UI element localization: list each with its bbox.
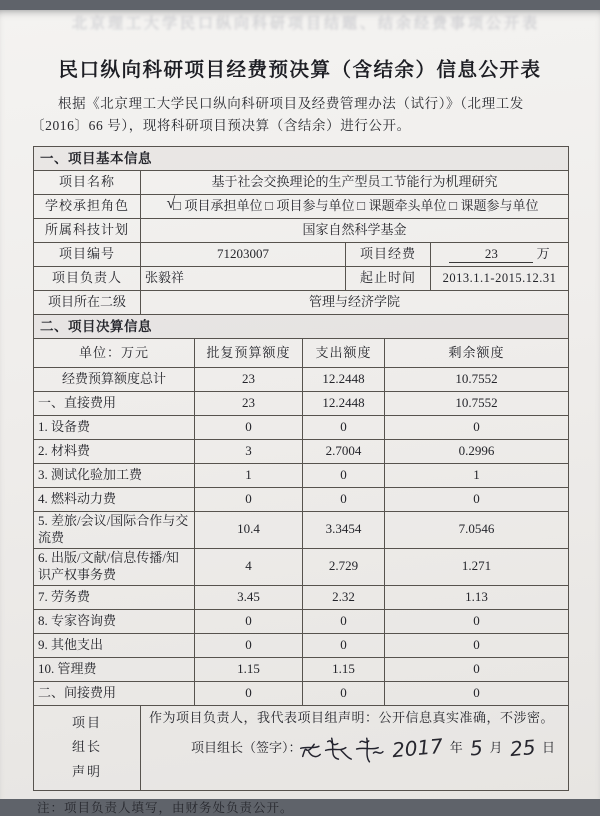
- remaining-cell: 0: [385, 681, 569, 705]
- row-label: 7. 劳务费: [34, 585, 195, 609]
- row-label: 6. 出版/文献/信息传播/知识产权事务费: [34, 548, 195, 585]
- col-approved-header: 批复预算额度: [195, 339, 303, 368]
- role-option-undertaker: [170, 198, 262, 213]
- leader-label: 项目负责人: [34, 267, 141, 291]
- spent-cell: 0: [303, 609, 385, 633]
- role-option-participant: [262, 198, 354, 213]
- col-remaining-header: 剩余额度: [385, 339, 569, 368]
- spent-cell: 0: [303, 416, 385, 440]
- remaining-cell: 0: [385, 416, 569, 440]
- row-label: 10. 管理费: [34, 657, 195, 681]
- role-row: [34, 195, 569, 219]
- date-year-handwritten: 2017: [390, 734, 444, 763]
- signature-row: [149, 734, 560, 762]
- row-label: 4. 燃料动力费: [34, 488, 195, 512]
- declaration-label-line: 声明: [71, 763, 102, 779]
- intro-paragraph: 根据《北京理工大学民口纵向科研项目及经费管理办法（试行）》（北理工发〔2016〕66 号），现将科研项目预决算（含结余）进行公开。: [31, 96, 524, 133]
- budget-row-direct: [34, 392, 569, 416]
- school-row: [34, 291, 569, 315]
- approved-cell: 0: [195, 609, 303, 633]
- checkbox-icon: [262, 198, 275, 215]
- project-name-value: 基于社会交换理论的生产型员工节能行为机理研究: [141, 171, 569, 195]
- budget-row-consulting: [34, 609, 569, 633]
- budget-table: [33, 314, 569, 706]
- remaining-cell: 0: [385, 488, 569, 512]
- checkbox-icon: [355, 198, 368, 215]
- page-title: 民口纵向科研项目经费预决算（含结余）信息公开表: [58, 60, 542, 81]
- checkbox-icon: [447, 198, 460, 215]
- signature-scribble: [298, 726, 392, 772]
- signature-date: [390, 734, 560, 763]
- section1-header-row: [34, 147, 569, 171]
- budget-row-total: [34, 368, 569, 392]
- role-option-topic-participant: [447, 198, 539, 213]
- spent-cell: 2.32: [303, 585, 385, 609]
- remaining-cell: 1: [385, 464, 569, 488]
- budget-row-fuel: [34, 488, 569, 512]
- row-label: 9. 其他支出: [34, 633, 195, 657]
- date-month-unit: 月: [489, 740, 503, 755]
- spent-cell: 0: [303, 464, 385, 488]
- declaration-statement: 作为项目负责人，我代表项目组声明：公开信息真实准确，不涉密。: [149, 709, 555, 725]
- approved-cell: 0: [195, 488, 303, 512]
- budget-row-indirect: [34, 681, 569, 705]
- role-label: 学校承担角色: [34, 195, 141, 219]
- section2-header-row: [34, 315, 569, 339]
- spent-cell: 0: [303, 488, 385, 512]
- project-number-row: [34, 243, 569, 267]
- spent-cell: 3.3454: [303, 512, 385, 549]
- row-label: 3. 测试化验加工费: [34, 464, 195, 488]
- declaration-label-line: 项目: [71, 714, 102, 730]
- remaining-cell: 1.13: [385, 585, 569, 609]
- date-year-unit: 年: [449, 740, 463, 755]
- role-option-topic-lead: [355, 198, 447, 213]
- spent-cell: 12.2448: [303, 368, 385, 392]
- approved-cell: 0: [195, 416, 303, 440]
- spent-cell: 12.2448: [303, 392, 385, 416]
- declaration-row: [34, 705, 569, 790]
- row-label: 5. 差旅/会议/国际合作与交流费: [34, 512, 195, 549]
- budget-header-row: [34, 339, 569, 368]
- approved-cell: 1.15: [195, 657, 303, 681]
- remaining-cell: 1.271: [385, 548, 569, 585]
- budget-row-equipment: [34, 416, 569, 440]
- leader-value: 张毅祥: [141, 267, 346, 291]
- school-value: 管理与经济学院: [141, 291, 569, 315]
- row-label: 8. 专家咨询费: [34, 609, 195, 633]
- spent-cell: 2.7004: [303, 440, 385, 464]
- project-number-label: 项目编号: [34, 243, 141, 267]
- declaration-body: [141, 705, 569, 790]
- approved-cell: 0: [195, 681, 303, 705]
- budget-row-materials: [34, 440, 569, 464]
- remaining-cell: 10.7552: [385, 368, 569, 392]
- section1-title: 一、项目基本信息: [34, 147, 569, 171]
- remaining-cell: 0.2996: [385, 440, 569, 464]
- checkbox-checked-icon: [170, 198, 183, 215]
- approved-cell: 23: [195, 368, 303, 392]
- approved-cell: 1: [195, 464, 303, 488]
- program-value: 国家自然科学基金: [141, 219, 569, 243]
- project-number-value: 71203007: [141, 243, 346, 267]
- leader-row: [34, 267, 569, 291]
- declaration-label-line: 组长: [71, 739, 102, 755]
- role-option-label: 课题牵头单位: [368, 198, 447, 214]
- date-day-handwritten: 25: [508, 735, 536, 762]
- signature-label: 项目组长（签字）：: [191, 740, 302, 755]
- budget-row-other: [34, 633, 569, 657]
- budget-row-labor: [34, 585, 569, 609]
- budget-row-travel: [34, 512, 569, 549]
- section2-title: 二、项目决算信息: [34, 315, 569, 339]
- remaining-cell: 0: [385, 657, 569, 681]
- project-name-row: [34, 171, 569, 195]
- role-option-label: 项目承担单位: [184, 198, 263, 214]
- date-day-unit: 日: [541, 740, 555, 755]
- period-value: 2013.1.1-2015.12.31: [431, 267, 569, 291]
- spent-cell: 2.729: [303, 548, 385, 585]
- declaration-table: [33, 705, 569, 791]
- col-unit-header: 单位：万元: [34, 339, 195, 368]
- school-label: 项目所在二级: [34, 291, 141, 315]
- col-spent-header: 支出额度: [303, 339, 385, 368]
- row-label: 一、直接费用: [34, 392, 195, 416]
- project-name-label: 项目名称: [34, 171, 141, 195]
- budget-row-publication: [34, 548, 569, 585]
- bleed-through-text: 北京理工大学民口纵向科研项目结题、结余经费事项公开表: [72, 16, 541, 32]
- spent-cell: 0: [303, 681, 385, 705]
- program-row: [34, 219, 569, 243]
- spent-cell: 0: [303, 633, 385, 657]
- row-label: 二、间接费用: [34, 681, 195, 705]
- date-month-handwritten: 5: [468, 735, 484, 761]
- basic-info-table: [33, 146, 569, 315]
- funding-label: 项目经费: [346, 243, 431, 267]
- approved-cell: 3.45: [195, 585, 303, 609]
- row-label: 2. 材料费: [34, 440, 195, 464]
- remaining-cell: 0: [385, 609, 569, 633]
- remaining-cell: 7.0546: [385, 512, 569, 549]
- budget-row-testing: [34, 464, 569, 488]
- approved-cell: 10.4: [195, 512, 303, 549]
- role-option-label: 课题参与单位: [460, 198, 539, 214]
- approved-cell: 0: [195, 633, 303, 657]
- funding-amount: 23: [449, 246, 533, 264]
- paper-sheet: [0, 10, 600, 815]
- remaining-cell: 0: [385, 633, 569, 657]
- spent-cell: 1.15: [303, 657, 385, 681]
- role-option-label: 项目参与单位: [276, 198, 355, 214]
- funding-value: [431, 243, 569, 267]
- remaining-cell: 10.7552: [385, 392, 569, 416]
- budget-row-management: [34, 657, 569, 681]
- approved-cell: 3: [195, 440, 303, 464]
- approved-cell: 4: [195, 548, 303, 585]
- disclosure-form: [33, 147, 568, 816]
- row-label: 经费预算额度总计: [34, 368, 195, 392]
- funding-unit: 万: [536, 245, 550, 261]
- period-label: 起止时间: [346, 267, 431, 291]
- row-label: 1. 设备费: [34, 416, 195, 440]
- program-label: 所属科技计划: [34, 219, 141, 243]
- role-options: [141, 195, 569, 219]
- approved-cell: 23: [195, 392, 303, 416]
- footer-note: 注：项目负责人填写，由财务处负责公开。: [37, 800, 294, 815]
- declaration-label: [34, 705, 141, 790]
